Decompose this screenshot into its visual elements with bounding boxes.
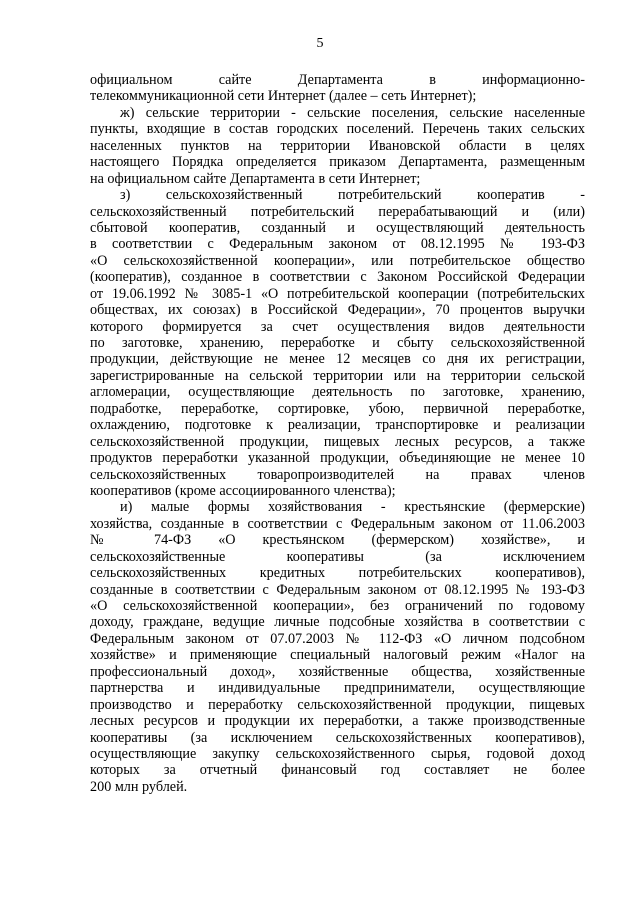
text-line: сельскохозяйственной продукции, пищевых лесных ресурсов, а также bbox=[90, 433, 585, 450]
page-number: 5 bbox=[316, 36, 324, 51]
text-line: доходу, граждане, ведущие личные подсобные хозяйства в соответствии с bbox=[90, 614, 585, 631]
text-line: созданные в соответствии с Федеральным законом от 08.12.1995 № 193-ФЗ bbox=[90, 581, 585, 598]
text-line: пункты, входящие в состав городских поселений. Перечень таких сельских bbox=[90, 121, 585, 138]
text-line: партнерства и индивидуальные предприниматели, осуществляющие bbox=[90, 680, 585, 697]
text-line: телекоммуникационной сети Интернет (далее – сеть Интернет); bbox=[90, 88, 477, 105]
text-line: производство и переработку сельскохозяйственной продукции, пищевых bbox=[90, 696, 585, 713]
text-line: осуществляющие закупку сельскохозяйственного сырья, годовой доход bbox=[90, 745, 585, 762]
text-line: (кооператив), созданное в соответствии с Законом Российской Федерации bbox=[90, 269, 585, 286]
text-line: кооперативов (кроме ассоциированного членства); bbox=[90, 482, 396, 499]
text-line: на официальном сайте Департамента в сети Интернет; bbox=[90, 170, 421, 187]
text-line: 200 млн рублей. bbox=[90, 778, 188, 795]
text-line: профессиональный доход», хозяйственные общества, хозяйственные bbox=[90, 663, 585, 680]
text-line: зарегистрированные на сельской территории или на территории сельской bbox=[90, 367, 585, 384]
text-line: Федеральным законом от 07.07.2003 № 112-ФЗ «О личном подсобном bbox=[90, 630, 585, 647]
text-line: охлаждению, подготовке к реализации, транспортировке и реализации bbox=[90, 417, 585, 434]
text-line: официальном сайте Департамента в информационно- bbox=[90, 72, 585, 88]
text-line: которых за отчетный финансовый год составляет не более bbox=[90, 762, 585, 779]
text-line: сбытовой кооператив, созданный и осуществляющий деятельность bbox=[90, 219, 585, 236]
text-line: населенных пунктов на территории Ивановской области в целях bbox=[90, 137, 585, 154]
text-line: и) малые формы хозяйствования - крестьянские (фермерские) bbox=[120, 499, 585, 516]
text-line: настоящего Порядка определяется приказом Департамента, размещенным bbox=[90, 154, 585, 171]
text-line: «О сельскохозяйственной кооперации», без ограничений по годовому bbox=[90, 598, 585, 614]
text-line: продуктов переработки указанной продукции, объединяющие не менее 10 bbox=[90, 450, 585, 467]
text-line: № 74-ФЗ «О крестьянском (фермерском) хозяйстве», и bbox=[90, 532, 585, 549]
text-line: кооперативы (за исключением сельскохозяйственных кооперативов), bbox=[90, 729, 585, 746]
document-body bbox=[90, 72, 585, 795]
text-line: в соответствии с Федеральным законом от 08.12.1995 № 193-ФЗ bbox=[90, 236, 585, 253]
text-line: ж) сельские территории - сельские поселения, сельские населенные bbox=[120, 104, 585, 121]
text-line: з) сельскохозяйственный потребительский кооператив - bbox=[120, 187, 585, 204]
text-line: агломерации, осуществляющие деятельность по заготовке, хранению, bbox=[90, 384, 585, 401]
text-line: сельскохозяйственный потребительский перерабатывающий и (или) bbox=[90, 203, 585, 220]
text-line: от 19.06.1992 № 3085-1 «О потребительской кооперации (потребительских bbox=[90, 285, 585, 302]
text-line: по заготовке, хранению, переработке и сбыту сельскохозяйственной bbox=[90, 335, 585, 351]
text-line: сельскохозяйственных кредитных потребительских кооперативов), bbox=[90, 565, 585, 582]
text-line: лесных ресурсов и продукции их переработки, а также производственные bbox=[90, 713, 585, 730]
text-line: сельскохозяйственные кооперативы (за исключением bbox=[90, 548, 585, 565]
text-line: подработке, переработке, сортировке, убою, первичной переработке, bbox=[90, 400, 585, 417]
text-line: которого формируется за счет осуществления видов деятельности bbox=[90, 318, 585, 335]
text-line: хозяйства, созданные в соответствии с Федеральным законом от 11.06.2003 bbox=[90, 515, 585, 532]
text-line: сельскохозяйственных товаропроизводителей на правах членов bbox=[90, 466, 585, 483]
text-line: обществах, их союзах) в Российской Федерации», 70 процентов выручки bbox=[90, 302, 585, 319]
text-line: «О сельскохозяйственной кооперации», или потребительское общество bbox=[90, 252, 585, 269]
text-line: продукции, действующие не менее 12 месяцев со дня их регистрации, bbox=[90, 351, 585, 368]
text-line: хозяйстве» и применяющие специальный налоговый режим «Налог на bbox=[90, 647, 585, 664]
